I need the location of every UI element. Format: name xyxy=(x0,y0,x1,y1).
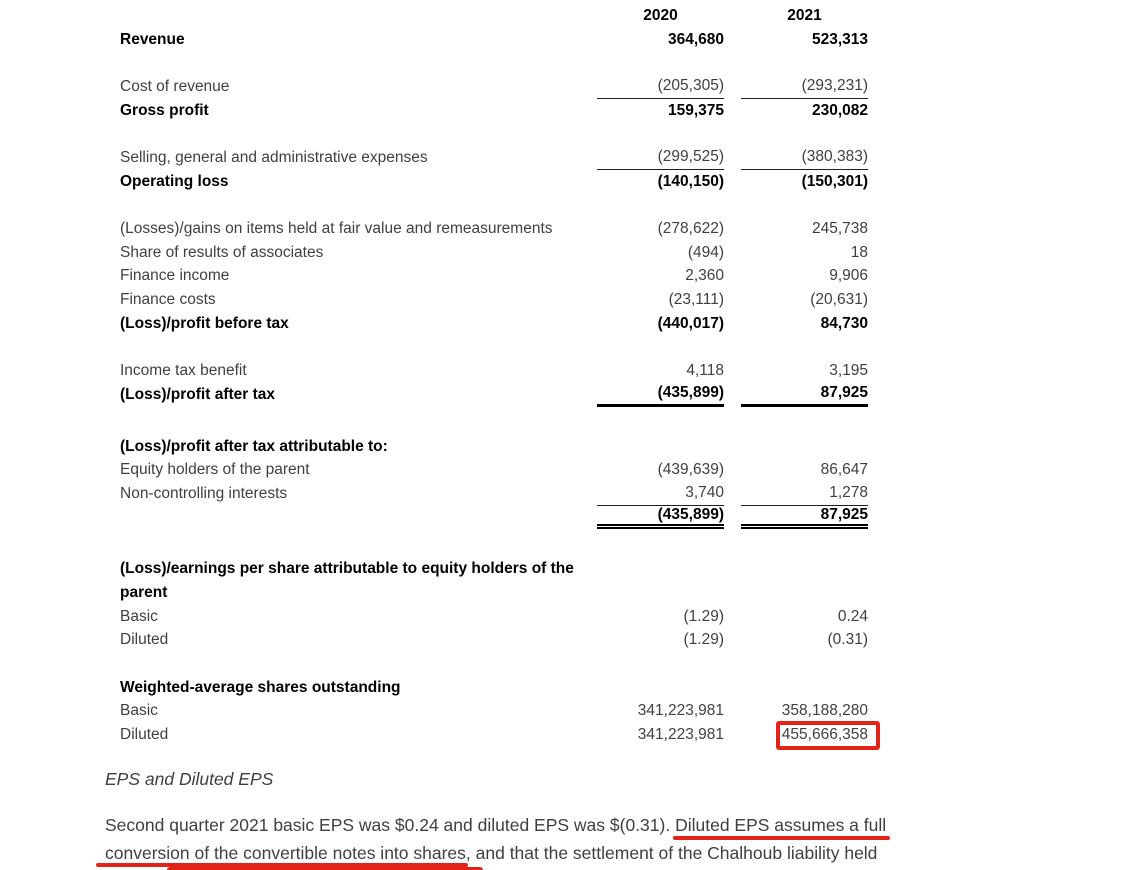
red-underlined-text-1: Diluted EPS assumes a full xyxy=(675,815,887,835)
value-2021-cell: (150,301) xyxy=(801,172,868,190)
table-row xyxy=(120,506,868,530)
table-row xyxy=(120,217,868,241)
row-label: Basic xyxy=(120,607,158,625)
value-2021-cell: 84,730 xyxy=(820,314,868,332)
row-label: Weighted-average shares outstanding xyxy=(120,678,401,696)
value-2021-cell: 523,313 xyxy=(811,30,868,48)
table-row xyxy=(120,359,868,383)
table-row xyxy=(120,312,868,336)
value-2020-cell: 341,223,981 xyxy=(637,726,724,744)
row-label: Income tax benefit xyxy=(120,362,247,380)
row-label: (Loss)/profit after tax attributable to: xyxy=(120,437,388,455)
value-2021-cell: 9,906 xyxy=(829,267,868,285)
table-row xyxy=(120,288,868,312)
value-2020-cell: (278,622) xyxy=(657,220,724,238)
row-label: Share of results of associates xyxy=(120,243,324,261)
table-row xyxy=(120,700,868,724)
table-row xyxy=(120,605,868,629)
table-row xyxy=(120,99,868,123)
row-label: Diluted xyxy=(120,631,169,649)
boxed-value: 455,666,358 xyxy=(782,726,868,744)
paragraph-text: and that the settlement of the Chalhoub liability held xyxy=(470,842,878,863)
row-label: Selling, general and administrative expenses xyxy=(120,148,428,166)
value-2020-cell: (1.29) xyxy=(683,607,724,625)
value-2020-cell: 2,360 xyxy=(685,267,724,285)
row-label: (Losses)/gains on items held at fair value and remeasurements xyxy=(120,220,553,238)
value-2020-cell: 4,118 xyxy=(686,362,724,380)
spacer-row xyxy=(120,336,868,360)
value-2020-cell: (205,305) xyxy=(597,75,724,99)
column-header-2021: 2021 xyxy=(787,6,822,24)
table-row xyxy=(120,723,868,747)
row-label: Finance costs xyxy=(120,291,216,309)
value-2020-cell: (23,111) xyxy=(668,291,724,309)
value-2021-cell: 87,925 xyxy=(741,506,868,530)
spacer-row xyxy=(120,194,868,218)
value-2020-cell: 159,375 xyxy=(667,101,724,119)
row-label: (Loss)/earnings per share attributable to equity holders of the parent xyxy=(120,560,574,602)
row-label: Non-controlling interests xyxy=(120,484,288,502)
value-2020-cell: (494) xyxy=(687,243,724,261)
value-2020-cell: (299,525) xyxy=(597,146,724,170)
table-header-row xyxy=(120,4,868,28)
table-row xyxy=(120,241,868,265)
red-box-annotation xyxy=(776,721,880,750)
eps-paragraph xyxy=(105,812,1115,867)
value-2021-cell: (380,383) xyxy=(741,146,868,170)
value-2021-cell: 1,278 xyxy=(741,482,868,506)
value-2020-cell: (140,150) xyxy=(657,172,724,190)
spacer-row xyxy=(120,652,868,676)
spacer-row xyxy=(120,51,868,75)
value-2021-cell xyxy=(741,676,868,700)
row-label: Basic xyxy=(120,702,158,720)
value-2021-cell xyxy=(741,723,868,747)
table-row xyxy=(120,482,868,506)
value-2021-cell: 0.24 xyxy=(837,607,868,625)
value-2021-cell: 3,195 xyxy=(829,362,868,380)
row-label: Gross profit xyxy=(120,101,209,119)
spacer-row xyxy=(120,529,868,557)
table-row xyxy=(120,629,868,653)
eps-section-title: EPS and Diluted EPS xyxy=(105,769,274,789)
value-2021-cell: 230,082 xyxy=(811,101,868,119)
value-2020-cell: (1.29) xyxy=(683,631,724,649)
table-row xyxy=(120,557,868,604)
income-statement-table xyxy=(120,4,868,747)
row-label: (Loss)/profit after tax xyxy=(120,385,276,403)
table-row xyxy=(120,383,868,407)
row-label: Equity holders of the parent xyxy=(120,461,310,479)
paragraph-text: Second quarter 2021 basic EPS was $0.24 and diluted EPS was $(0.31). xyxy=(105,815,676,835)
table-row xyxy=(120,676,868,700)
value-2020-cell xyxy=(597,676,724,700)
value-2021-cell: 86,647 xyxy=(820,461,868,479)
row-label: Revenue xyxy=(120,30,185,48)
value-2021-cell: 245,738 xyxy=(811,220,868,238)
row-label: Diluted xyxy=(120,726,169,744)
row-label: Finance income xyxy=(120,267,230,285)
value-2020-cell: 364,680 xyxy=(667,30,724,48)
value-2021-cell: 18 xyxy=(850,243,868,261)
value-2020-cell: (435,899) xyxy=(597,506,724,530)
value-2020-cell xyxy=(597,435,724,459)
table-row xyxy=(120,146,868,170)
row-label xyxy=(120,506,597,530)
table-row xyxy=(120,28,868,52)
header-spacer xyxy=(120,4,597,28)
spacer-row xyxy=(120,407,868,435)
value-2021-cell: 87,925 xyxy=(741,383,868,407)
value-2020-cell: 3,740 xyxy=(597,482,724,506)
table-row xyxy=(120,435,868,459)
table-row xyxy=(120,170,868,194)
value-2021-cell: (293,231) xyxy=(741,75,868,99)
spacer-row xyxy=(120,122,868,146)
row-label: Operating loss xyxy=(120,172,229,190)
red-underlined-text-2: conversion of the convertible notes into shares, xyxy=(105,842,471,863)
value-2020-cell: (435,899) xyxy=(597,383,724,407)
row-label: Cost of revenue xyxy=(120,77,230,95)
table-row xyxy=(120,75,868,99)
row-label: (Loss)/profit before tax xyxy=(120,314,289,332)
value-2021-cell: (20,631) xyxy=(810,291,868,309)
value-2021-cell xyxy=(741,435,868,459)
value-2020-cell: (439,639) xyxy=(657,461,724,479)
value-2020-cell: (440,017) xyxy=(657,314,724,332)
value-2021-cell: 358,188,280 xyxy=(781,702,868,720)
column-header-2020: 2020 xyxy=(643,6,678,24)
value-2020-cell: 341,223,981 xyxy=(637,702,724,720)
value-2021-cell: (0.31) xyxy=(827,631,868,649)
table-row xyxy=(120,265,868,289)
table-row xyxy=(120,458,868,482)
